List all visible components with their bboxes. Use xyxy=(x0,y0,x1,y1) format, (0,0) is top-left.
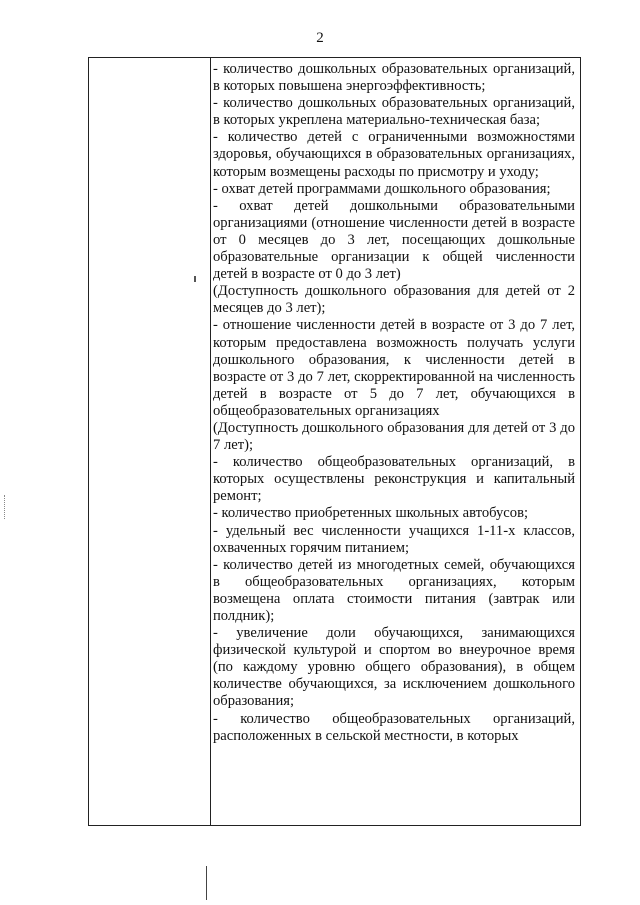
list-item: - количество приобретенных школьных автобусов; xyxy=(213,505,529,522)
column-divider xyxy=(210,58,211,825)
list-item: - количество общеобразовательных организаций, расположенных в сельской местности, в которых xyxy=(213,710,575,744)
list-item: - количество дошкольных образовательных организаций, в которых повышена энергоэффективность; xyxy=(213,61,575,95)
list-item: - удельный вес численности учащихся 1-11-х классов, охваченных горячим питанием; xyxy=(213,522,575,556)
list-item: - увеличение доли обучающихся, занимающихся физической культурой и спортом во внеурочное время (по каждому уровню общего образования), в общем количестве обучающихся, за исключением дошкольного образования; xyxy=(213,625,575,710)
list-item: - количество общеобразовательных организаций, в которых осуществлены реконструкция и капитальный ремонт; xyxy=(213,454,575,505)
list-item: - охват детей программами дошкольного образования; xyxy=(213,180,551,197)
list-item: - количество дошкольных образовательных организаций, в которых укреплена материально-техническая база; xyxy=(213,95,575,129)
pen-mark xyxy=(194,276,196,282)
list-item: - количество детей из многодетных семей, обучающихся в общеобразовательных организациях, которым возмещена оплата стоимости питания (завтрак или полдник); xyxy=(213,556,575,624)
scan-margin-mark xyxy=(4,495,6,519)
list-item: - охват детей дошкольными образовательными организациями (отношение численности детей в возрасте от 0 месяцев до 3 лет, посещающих дошкольные образовательные организации к общей численности детей в возрасте от 0 до 3 лет) xyxy=(213,197,575,283)
list-item: - отношение численности детей в возрасте от 3 до 7 лет, которым предоставлена возможность получать услуги дошкольного образования, к численности детей в возрасте от 3 до 7 лет, скорректированной на численность детей в возрасте от 5 до 7 лет, обучающихся в общеобразовательных организациях xyxy=(213,317,575,419)
page-number: 2 xyxy=(316,30,324,46)
list-item: (Доступность дошкольного образования для детей от 2 месяцев до 3 лет); xyxy=(213,283,575,317)
list-item: - количество детей с ограниченными возможностями здоровья, обучающихся в образовательных организациях, которым возмещены расходы по присмотру и уходу; xyxy=(213,129,575,180)
indicator-table xyxy=(88,57,581,826)
scan-bottom-mark xyxy=(206,866,208,900)
table-right-cell xyxy=(213,61,575,745)
table-left-cell xyxy=(89,58,210,825)
list-item: (Доступность дошкольного образования для детей от 3 до 7 лет); xyxy=(213,419,575,454)
